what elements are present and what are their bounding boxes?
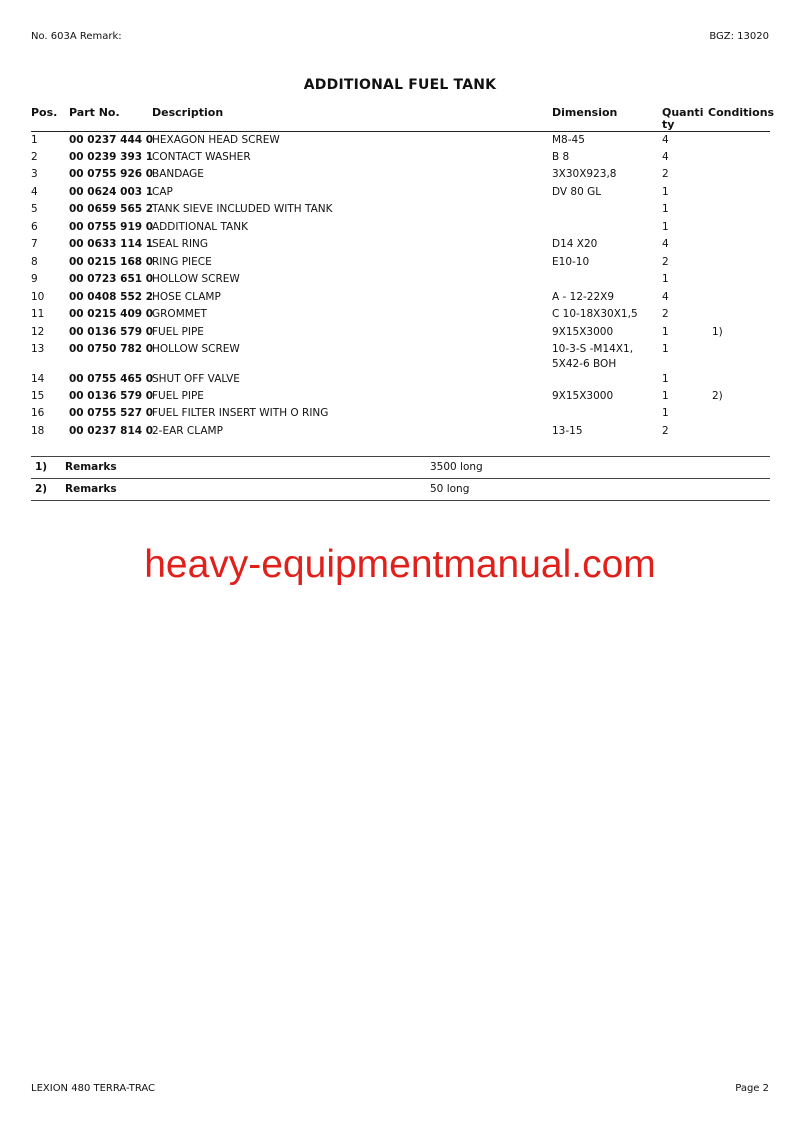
row-quantity: 2	[662, 425, 669, 437]
row-condition: 2)	[712, 390, 723, 402]
row-part-no: 00 0215 409 0	[69, 308, 154, 320]
row-condition: 1)	[712, 326, 723, 338]
row-dimension: 3X30X923,8	[552, 168, 617, 180]
row-description: HOLLOW SCREW	[152, 343, 240, 355]
column-header-quantity-line2: ty	[662, 118, 675, 131]
row-dimension: E10-10	[552, 256, 590, 268]
column-header-part-no: Part No.	[69, 106, 120, 119]
row-pos: 7	[31, 238, 38, 250]
row-pos: 5	[31, 203, 38, 215]
row-pos: 8	[31, 256, 38, 268]
page-title: ADDITIONAL FUEL TANK	[303, 77, 497, 93]
bgz-number: BGZ: 13020	[709, 31, 769, 42]
row-description: RING PIECE	[152, 256, 212, 268]
row-description: 2-EAR CLAMP	[152, 425, 223, 437]
row-quantity: 1	[662, 186, 669, 198]
row-dimension: 9X15X3000	[552, 390, 614, 402]
row-pos: 3	[31, 168, 38, 180]
row-quantity: 1	[662, 203, 669, 215]
row-description: SHUT OFF VALVE	[152, 373, 240, 385]
row-quantity: 1	[662, 326, 669, 338]
row-dimension: B 8	[552, 151, 570, 163]
row-description: BANDAGE	[152, 168, 204, 180]
row-dimension: D14 X20	[552, 238, 598, 250]
row-part-no: 00 0633 114 1	[69, 238, 154, 250]
remark-label: Remarks	[65, 483, 117, 495]
row-description: GROMMET	[152, 308, 207, 320]
row-quantity: 1	[662, 343, 669, 355]
row-pos: 18	[31, 425, 45, 437]
remark-value: 3500 long	[430, 461, 483, 473]
row-pos: 14	[31, 373, 45, 385]
row-pos: 10	[31, 291, 45, 303]
column-header-dimension: Dimension	[552, 106, 618, 119]
row-pos: 12	[31, 326, 45, 338]
row-dimension: A - 12-22X9	[552, 291, 615, 303]
row-part-no: 00 0755 465 0	[69, 373, 154, 385]
remark-number: 1)	[35, 461, 48, 473]
row-dimension-continued: 5X42-6 BOH	[552, 358, 617, 370]
row-description: FUEL PIPE	[152, 390, 204, 402]
row-pos: 4	[31, 186, 38, 198]
row-pos: 11	[31, 308, 45, 320]
row-part-no: 00 0239 393 1	[69, 151, 154, 163]
row-part-no: 00 0237 444 0	[69, 134, 154, 146]
row-dimension: C 10-18X30X1,5	[552, 308, 638, 320]
row-quantity: 4	[662, 238, 669, 250]
row-pos: 13	[31, 343, 45, 355]
header-divider	[31, 131, 770, 132]
remarks-divider	[31, 456, 770, 457]
row-quantity: 1	[662, 407, 669, 419]
row-quantity: 2	[662, 256, 669, 268]
row-pos: 1	[31, 134, 38, 146]
row-description: HEXAGON HEAD SCREW	[152, 134, 280, 146]
row-quantity: 2	[662, 168, 669, 180]
row-part-no: 00 0755 527 0	[69, 407, 154, 419]
row-part-no: 00 0624 003 1	[69, 186, 154, 198]
footer-page-number: Page 2	[735, 1083, 769, 1094]
row-pos: 6	[31, 221, 38, 233]
row-description: FUEL PIPE	[152, 326, 204, 338]
row-quantity: 1	[662, 373, 669, 385]
row-dimension: 9X15X3000	[552, 326, 614, 338]
column-header-pos: Pos.	[31, 106, 58, 119]
row-quantity: 1	[662, 221, 669, 233]
footer-model: LEXION 480 TERRA-TRAC	[31, 1083, 156, 1094]
row-description: ADDITIONAL TANK	[152, 221, 248, 233]
row-part-no: 00 0659 565 2	[69, 203, 154, 215]
row-part-no: 00 0136 579 0	[69, 326, 154, 338]
row-quantity: 4	[662, 134, 669, 146]
row-description: TANK SIEVE INCLUDED WITH TANK	[152, 203, 333, 215]
row-pos: 15	[31, 390, 45, 402]
row-part-no: 00 0136 579 0	[69, 390, 154, 402]
row-part-no: 00 0723 651 0	[69, 273, 154, 285]
row-quantity: 2	[662, 308, 669, 320]
remarks-divider	[31, 478, 770, 479]
remark-label: Remarks	[65, 461, 117, 473]
row-dimension: 13-15	[552, 425, 583, 437]
row-description: SEAL RING	[152, 238, 209, 250]
row-part-no: 00 0755 926 0	[69, 168, 154, 180]
row-description: CONTACT WASHER	[152, 151, 251, 163]
row-dimension: M8-45	[552, 134, 585, 146]
column-header-quantity	[662, 107, 703, 131]
row-part-no: 00 0755 919 0	[69, 221, 154, 233]
row-dimension: 10-3-S -M14X1,	[552, 343, 634, 355]
row-quantity: 1	[662, 390, 669, 402]
row-part-no: 00 0215 168 0	[69, 256, 154, 268]
row-pos: 9	[31, 273, 38, 285]
row-description: FUEL FILTER INSERT WITH O RING	[152, 407, 329, 419]
row-part-no: 00 0237 814 0	[69, 425, 154, 437]
column-header-conditions: Conditions	[708, 106, 775, 119]
remarks-divider	[31, 500, 770, 501]
remark-number: 2)	[35, 483, 48, 495]
row-quantity: 1	[662, 273, 669, 285]
remark-value: 50 long	[430, 483, 470, 495]
row-description: HOLLOW SCREW	[152, 273, 240, 285]
row-pos: 2	[31, 151, 38, 163]
column-header-description: Description	[152, 106, 224, 119]
row-pos: 16	[31, 407, 45, 419]
row-part-no: 00 0408 552 2	[69, 291, 154, 303]
column-header-quantity-line1: Quanti	[662, 106, 704, 119]
row-quantity: 4	[662, 151, 669, 163]
watermark-text: heavy-equipmentmanual.com	[144, 543, 656, 586]
document-number-remark: No. 603A Remark:	[31, 31, 122, 42]
row-quantity: 4	[662, 291, 669, 303]
row-dimension: DV 80 GL	[552, 186, 602, 198]
row-part-no: 00 0750 782 0	[69, 343, 154, 355]
row-description: CAP	[152, 186, 173, 198]
row-description: HOSE CLAMP	[152, 291, 221, 303]
